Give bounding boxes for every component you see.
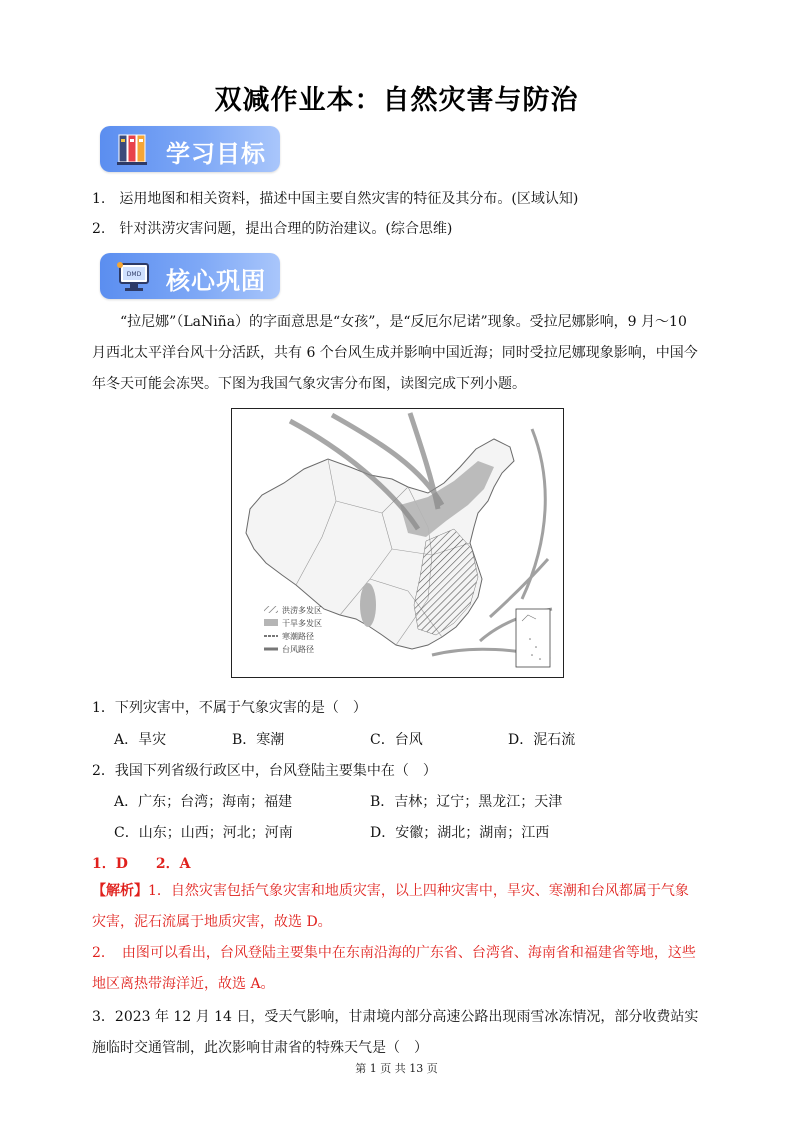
question-1-stem: 1．下列灾害中，不属于气象灾害的是（ ） xyxy=(92,700,367,716)
section-badge-core-review xyxy=(100,253,280,299)
answer-key: 1．D 2．A xyxy=(92,856,191,872)
question-2-stem: 2．我国下列省级行政区中，台风登陆主要集中在（ ） xyxy=(92,763,437,779)
svg-text:DMD: DMD xyxy=(126,271,142,278)
question-3-stem: 3．2023 年 12 月 14 日，受天气影响，甘肃境内部分高速公路出现雨雪冰冻情况，部分收费站实施临时交通管制，此次影响甘肃省的特殊天气是（ ） xyxy=(92,1009,699,1056)
computer-icon xyxy=(116,258,152,294)
analysis-tag: 【解析】 xyxy=(92,883,148,899)
weather-disaster-map xyxy=(231,408,564,678)
reading-passage: “拉尼娜”（LaNiña）的字面意思是“女孩”，是“反厄尔尼诺”现象。受拉尼娜影响，9 月～10 月西北太平洋台风十分活跃，共有 6 个台风生成并影响中国近海；同时受拉尼娜现象影响，中国今年冬天可能会冻哭。下图为我国气象灾害分布图，读图完成下列小题。 xyxy=(92,314,698,392)
drought-zone xyxy=(360,583,376,627)
analysis-text: 1．自然灾害包括气象灾害和地质灾害，以上四种灾害中，旱灾、寒潮和台风都属于气象灾害，泥石流属于地质灾害，故选 D。 xyxy=(92,883,689,930)
q1-option-d: D．泥石流 xyxy=(508,732,576,748)
q1-option-b: B．寒潮 xyxy=(232,732,285,748)
objective-item: 1. 运用地图和相关资料，描述中国主要自然灾害的特征及其分布。(区域认知) xyxy=(92,191,579,207)
china-map-figure xyxy=(232,409,563,677)
section-badge-label: 核心巩固 xyxy=(166,267,266,295)
q1-option-c: C．台风 xyxy=(370,732,423,748)
q1-option-a: A．旱灾 xyxy=(114,732,167,748)
legend-label: 洪涝多发区 xyxy=(282,606,322,615)
analysis-1 xyxy=(92,876,702,938)
page-title: 双减作业本：自然灾害与防治 xyxy=(214,85,579,116)
section-badge-label: 学习目标 xyxy=(166,140,266,168)
q2-option-c: C．山东；山西；河北；河南 xyxy=(114,825,293,841)
section-badge-learning-goals xyxy=(100,126,280,172)
q2-option-d: D．安徽；湖北；湖南；江西 xyxy=(370,825,550,841)
q2-option-b: B．吉林；辽宁；黑龙江；天津 xyxy=(370,794,563,810)
page-footer: 第 1 页 共 13 页 xyxy=(355,1062,438,1075)
books-icon xyxy=(116,131,152,167)
legend-label: 台风路径 xyxy=(282,645,314,654)
legend-label: 寒潮路径 xyxy=(282,632,314,641)
legend-label: 干旱多发区 xyxy=(282,619,322,628)
q2-option-a: A．广东；台湾；海南；福建 xyxy=(114,794,293,810)
objective-item: 2. 针对洪涝灾害问题，提出合理的防治建议。(综合思维) xyxy=(92,221,453,237)
analysis-2: 2． 由图可以看出，台风登陆主要集中在东南沿海的广东省、台湾省、海南省和福建省等地，这些地区离热带海洋近，故选 A。 xyxy=(92,945,696,992)
map-legend xyxy=(264,605,322,654)
